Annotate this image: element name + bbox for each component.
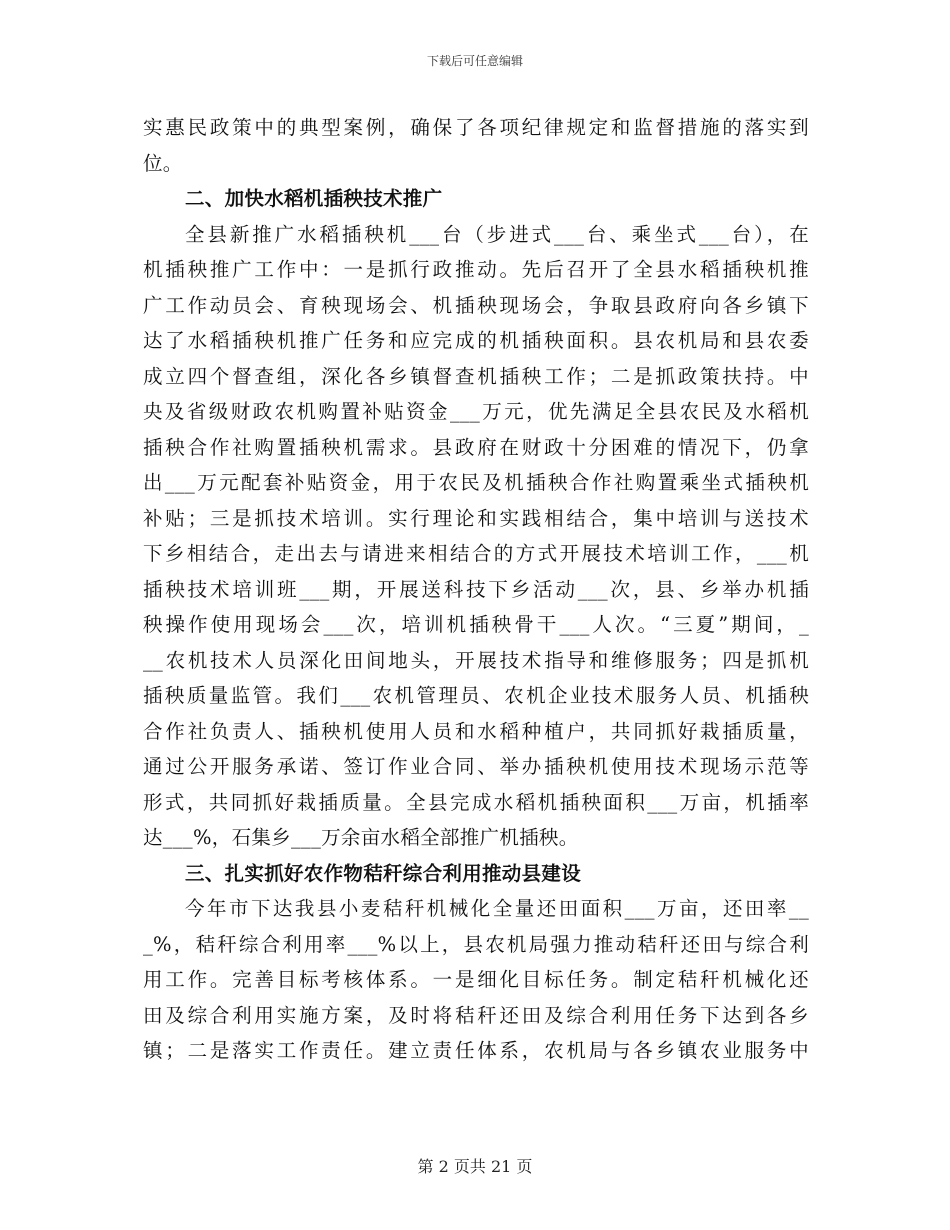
body-line: 插秧质量监管。我们___农机管理员、农机企业技术服务人员、机插秧 (143, 684, 809, 707)
body-line: 秧操作使用现场会___次，培训机插秧骨干___人次。“三夏”期间，_ (143, 613, 809, 636)
body-line: 插秧技术培训班___期，开展送科技下乡活动___次，县、乡举办机插 (143, 577, 809, 601)
body-line: 达了水稻插秧机推广任务和应完成的机插秧面积。县农机局和县农委 (143, 329, 809, 352)
body-line: 实惠民政策中的典型案例，确保了各项纪律规定和监督措施的落实到 (143, 116, 809, 139)
body-line: 通过公开服务承诺、签订作业合同、举办插秧机使用技术现场示范等 (143, 755, 809, 778)
document-body (143, 110, 809, 1069)
page-number-footer: 第 2 页共 21 页 (417, 1157, 533, 1176)
body-line: 田及综合利用实施方案，及时将秸秆还田及综合利用任务下达到各乡 (143, 1003, 809, 1027)
body-line: 达___%，石集乡___万余亩水稻全部推广机插秧。 (143, 826, 579, 849)
body-line: 合作社负责人、插秧机使用人员和水稻种植户，共同抓好栽插质量， (143, 719, 809, 743)
body-line: 下乡相结合，走出去与请进来相结合的方式开展技术培训工作，___机 (143, 542, 809, 565)
body-line: 机插秧推广工作中：一是抓行政推动。先后召开了全县水稻插秧机推 (143, 258, 809, 281)
body-line: 补贴；三是抓技术培训。实行理论和实践相结合，集中培训与送技术 (143, 506, 809, 530)
paragraph-first-line: 全县新推广水稻插秧机___台（步进式___台、乘坐式___台），在 (185, 222, 809, 246)
paragraph-first-line: 今年市下达我县小麦秸秆机械化全量还田面积___万亩，还田率__ (185, 897, 809, 920)
body-line: 插秧合作社购置插秧机需求。县政府在财政十分困难的情况下，仍拿 (143, 435, 809, 459)
body-line: __农机技术人员深化田间地头，开展技术指导和维修服务；四是抓机 (143, 648, 809, 672)
body-line: _%，秸秆综合利用率___%以上，县农机局强力推动秸秆还田与综合利 (143, 932, 809, 956)
section-heading: 三、扎实抓好农作物秸秆综合利用推动县建设 (185, 861, 582, 885)
body-line: 用工作。完善目标考核体系。一是细化目标任务。制定秸秆机械化还 (143, 968, 809, 991)
section-heading: 二、加快水稻机插秧技术推广 (185, 187, 443, 210)
body-line: 形式，共同抓好栽插质量。全县完成水稻机插秧面积___万亩，机插率 (143, 790, 809, 814)
body-line: 镇；二是落实工作责任。建立责任体系，农机局与各乡镇农业服务中 (143, 1039, 809, 1062)
body-line: 位。 (143, 151, 183, 175)
body-line: 广工作动员会、育秧现场会、机插秧现场会，争取县政府向各乡镇下 (143, 293, 809, 317)
page-header-note: 下载后可任意编辑 (426, 54, 523, 68)
body-line: 出___万元配套补贴资金，用于农民及机插秧合作社购置乘坐式插秧机 (143, 471, 809, 494)
body-line: 成立四个督查组，深化各乡镇督查机插秧工作；二是抓政策扶持。中 (143, 364, 809, 388)
body-line: 央及省级财政农机购置补贴资金___万元，优先满足全县农民及水稻机 (143, 400, 809, 423)
